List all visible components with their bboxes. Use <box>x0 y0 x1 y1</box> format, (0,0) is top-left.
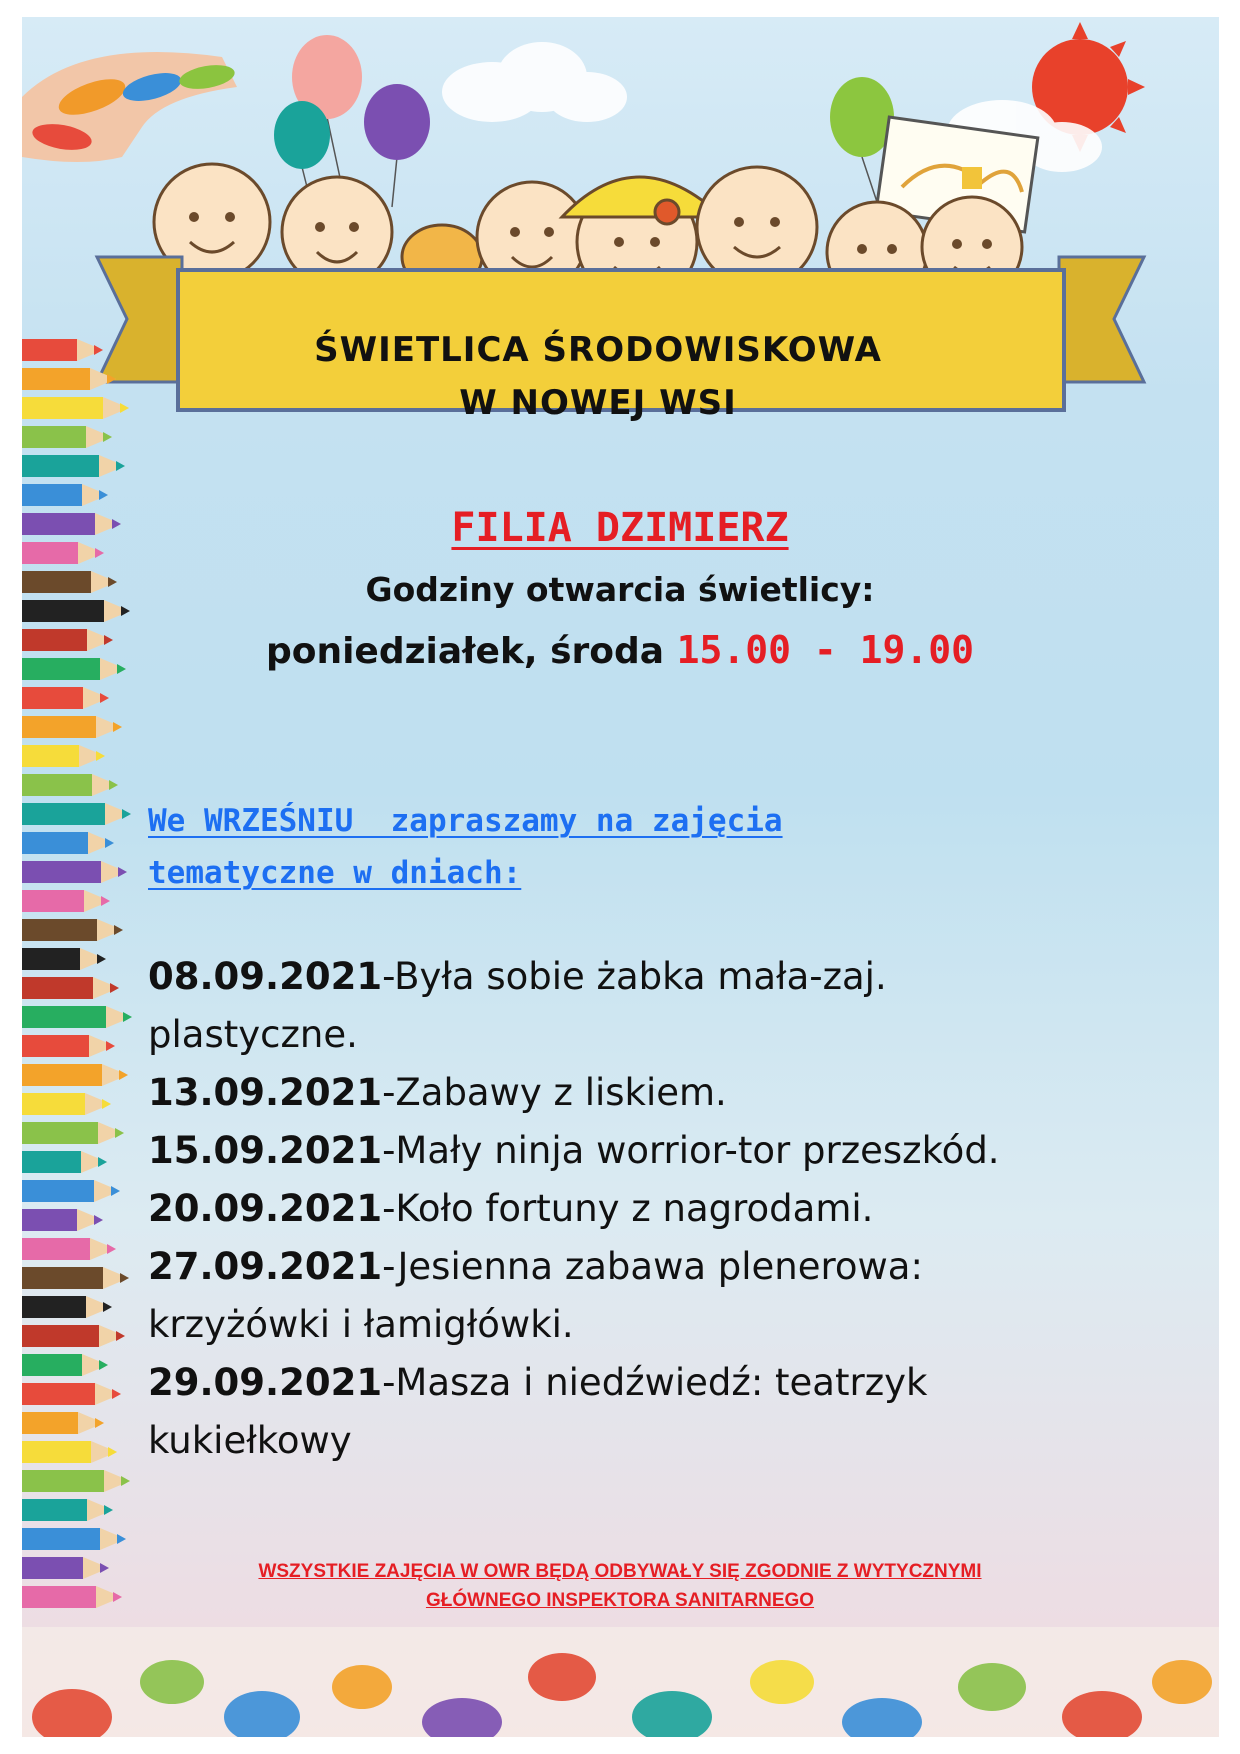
footer-notice <box>0 1557 1240 1615</box>
event-title: -Była sobie żabka mała-zaj. plastyczne. <box>148 955 887 1056</box>
opening-time: 15.00 - 19.00 <box>676 628 975 672</box>
opening-days: poniedziałek, środa <box>265 631 677 672</box>
footer-line-2: GŁÓWNEGO INSPEKTORA SANITARNEGO <box>425 1590 815 1611</box>
title-line-1: ŚWIETLICA ŚRODOWISKOWA <box>314 330 882 370</box>
event-item <box>148 1238 1098 1354</box>
event-date: 13.09.2021 <box>148 1071 383 1114</box>
event-item <box>148 1180 1098 1238</box>
painted-hand-icon <box>22 52 237 162</box>
event-item <box>148 948 1098 1064</box>
event-date: 20.09.2021 <box>148 1187 383 1230</box>
intro-line-1: We WRZEŚNIU zapraszamy na zajęcia <box>148 803 783 839</box>
event-item <box>148 1064 1098 1122</box>
handprints <box>22 1627 1219 1737</box>
branch-name: FILIA DZIMIERZ <box>451 505 789 551</box>
event-item <box>148 1354 1098 1470</box>
intro-text <box>148 795 1048 899</box>
event-title: -Mały ninja worrior-tor przeszkód. <box>382 1129 1000 1172</box>
hours-label: Godziny otwarcia świetlicy: <box>365 570 875 609</box>
event-date: 29.09.2021 <box>148 1361 383 1404</box>
opening-hours <box>0 628 1240 672</box>
footer-line-1: WSZYSTKIE ZAJĘCIA W OWR BĘDĄ ODBYWAŁY SIĘ ZGODNIE Z WYTYCZNYMI <box>258 1561 982 1582</box>
event-date: 08.09.2021 <box>148 955 383 998</box>
event-date: 27.09.2021 <box>148 1245 383 1288</box>
event-title: -Koło fortuny z nagrodami. <box>382 1187 874 1230</box>
event-title: -Masza i niedźwiedź: teatrzyk kukiełkowy <box>148 1361 928 1462</box>
event-title: -Zabawy z liskiem. <box>382 1071 727 1114</box>
event-title: -Jesienna zabawa plenerowa: krzyżówki i łamigłówki. <box>148 1245 923 1346</box>
event-date: 15.09.2021 <box>148 1129 383 1172</box>
title-line-2: W NOWEJ WSI <box>459 383 737 423</box>
intro-line-2: tematyczne w dniach: <box>148 855 522 891</box>
event-item <box>148 1122 1098 1180</box>
events-list <box>148 948 1098 1470</box>
